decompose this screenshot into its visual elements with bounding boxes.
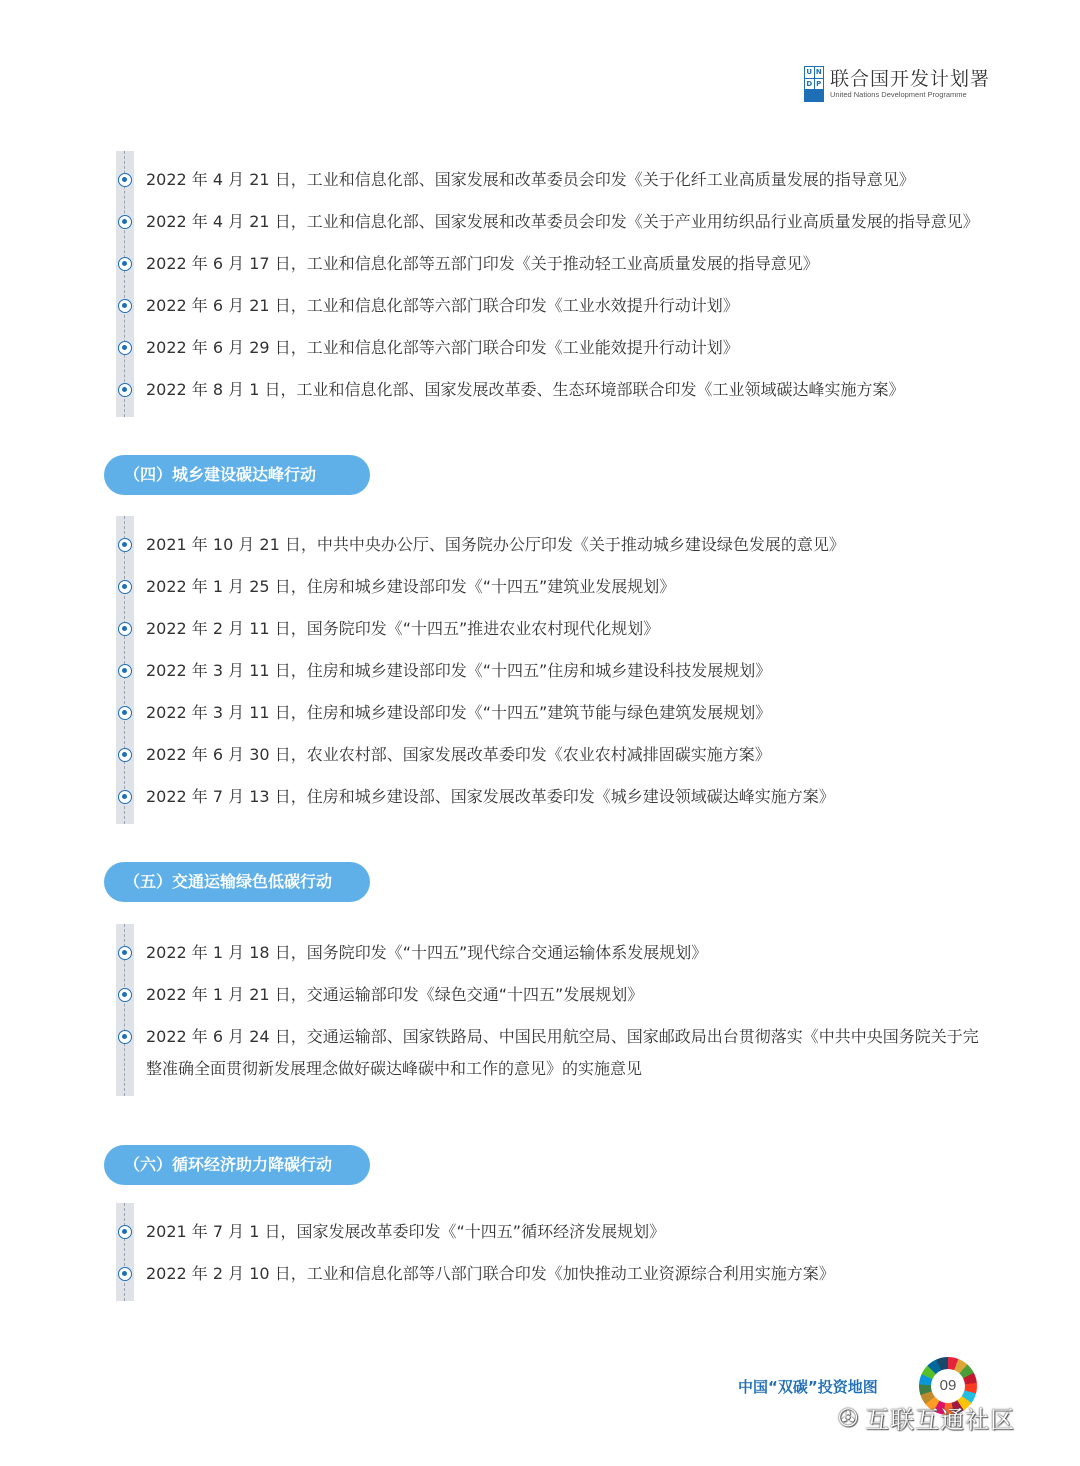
list-item [110,243,1010,285]
list-item [110,1211,1010,1253]
undp-emblem-icon [804,66,824,102]
bullet-icon [118,1030,132,1044]
list-item [110,608,1010,650]
list-item-text: 2022 年 3 月 11 日，住房和城乡建设部印发《“十四五”建筑节能与绿色建筑发展规划》 [146,703,772,722]
bullet-icon [118,622,132,636]
list-item [110,932,1010,974]
list-item [110,734,1010,776]
list-item [110,1016,1010,1090]
list-item-text: 2022 年 4 月 21 日，工业和信息化部、国家发展和改革委员会印发《关于产业用纺织品行业高质量发展的指导意见》 [146,212,979,231]
list-item-text: 2022 年 6 月 24 日，交通运输部、国家铁路局、中国民用航空局、国家邮政局出台贯彻落实《中共中央国务院关于完整准确全面贯彻新发展理念做好碳达峰碳中和工作的意见》的实施意见 [146,1027,979,1078]
bullet-icon [118,1225,132,1239]
bullet-icon [118,748,132,762]
publication-title: 中国“双碳”投资地图 [738,1378,878,1396]
bullet-icon [118,538,132,552]
bullet-icon [118,580,132,594]
org-name-cn: 联合国开发计划署 [830,68,991,90]
list-item-text: 2022 年 7 月 13 日，住房和城乡建设部、国家发展改革委印发《城乡建设领域碳达峰实施方案》 [146,787,835,806]
page-number: 09 [931,1369,965,1403]
watermark-text: 互联互通社区 [865,1406,1016,1434]
bullet-icon [118,215,132,229]
list-item-text: 2021 年 7 月 1 日，国家发展改革委印发《“十四五”循环经济发展规划》 [146,1222,666,1241]
bullet-icon [118,173,132,187]
bullet-icon [118,257,132,271]
bullet-icon [118,383,132,397]
undp-logo [804,66,990,102]
list-item-text: 2022 年 1 月 18 日，国务院印发《“十四五”现代综合交通运输体系发展规划》 [146,943,708,962]
list-item-text: 2022 年 6 月 21 日，工业和信息化部等六部门联合印发《工业水效提升行动计划》 [146,296,739,315]
list-item-text: 2022 年 6 月 17 日，工业和信息化部等五部门印发《关于推动轻工业高质量发展的指导意见》 [146,254,819,273]
list-item-text: 2022 年 6 月 30 日，农业农村部、国家发展改革委印发《农业农村减排固碳实施方案》 [146,745,771,764]
bullet-icon [118,706,132,720]
list-item-text: 2022 年 1 月 21 日，交通运输部印发《绿色交通“十四五”发展规划》 [146,985,644,1004]
list-item-text: 2022 年 2 月 11 日，国务院印发《“十四五”推进农业农村现代化规划》 [146,619,660,638]
bullet-icon [118,790,132,804]
list-item [110,327,1010,369]
list-item [110,201,1010,243]
bullet-icon [118,1267,132,1281]
list-item [110,566,1010,608]
bullet-icon [118,946,132,960]
policy-list-transport [110,932,1010,1090]
list-item [110,285,1010,327]
bullet-icon [118,664,132,678]
watermark [838,1400,1015,1435]
list-item-text: 2022 年 3 月 11 日，住房和城乡建设部印发《“十四五”住房和城乡建设科技发展规划》 [146,661,772,680]
logo-letter: N [815,68,822,76]
bullet-icon [118,341,132,355]
wechat-icon: ✇ [838,1403,860,1432]
list-item [110,776,1010,818]
policy-list-industry [110,159,1010,411]
org-name-en: United Nations Development Programme [830,90,967,99]
section-heading-circular-economy: （六）循环经济助力降碳行动 [104,1145,370,1185]
policy-list-urban-rural [110,524,1010,818]
logo-letter: D [806,79,813,88]
list-item-text: 2022 年 8 月 1 日，工业和信息化部、国家发展改革委、生态环境部联合印发《工业领域碳达峰实施方案》 [146,380,905,399]
list-item-text: 2022 年 2 月 10 日，工业和信息化部等八部门联合印发《加快推动工业资源综合利用实施方案》 [146,1264,835,1283]
list-item [110,524,1010,566]
list-item-text: 2022 年 6 月 29 日，工业和信息化部等六部门联合印发《工业能效提升行动计划》 [146,338,739,357]
list-item [110,369,1010,411]
logo-letter: P [816,79,822,88]
list-item-text: 2022 年 4 月 21 日，工业和信息化部、国家发展和改革委员会印发《关于化纤工业高质量发展的指导意见》 [146,170,915,189]
bullet-icon [118,299,132,313]
list-item [110,650,1010,692]
logo-letter: U [806,68,813,76]
list-item [110,159,1010,201]
bullet-icon [118,988,132,1002]
section-heading-transport: （五）交通运输绿色低碳行动 [104,862,370,902]
list-item-text: 2021 年 10 月 21 日，中共中央办公厅、国务院办公厅印发《关于推动城乡建设绿色发展的意见》 [146,535,845,554]
list-item [110,974,1010,1016]
list-item [110,692,1010,734]
list-item-text: 2022 年 1 月 25 日，住房和城乡建设部印发《“十四五”建筑业发展规划》 [146,577,676,596]
section-heading-urban-rural: （四）城乡建设碳达峰行动 [104,455,370,495]
list-item [110,1253,1010,1295]
policy-list-circular-economy [110,1211,1010,1295]
